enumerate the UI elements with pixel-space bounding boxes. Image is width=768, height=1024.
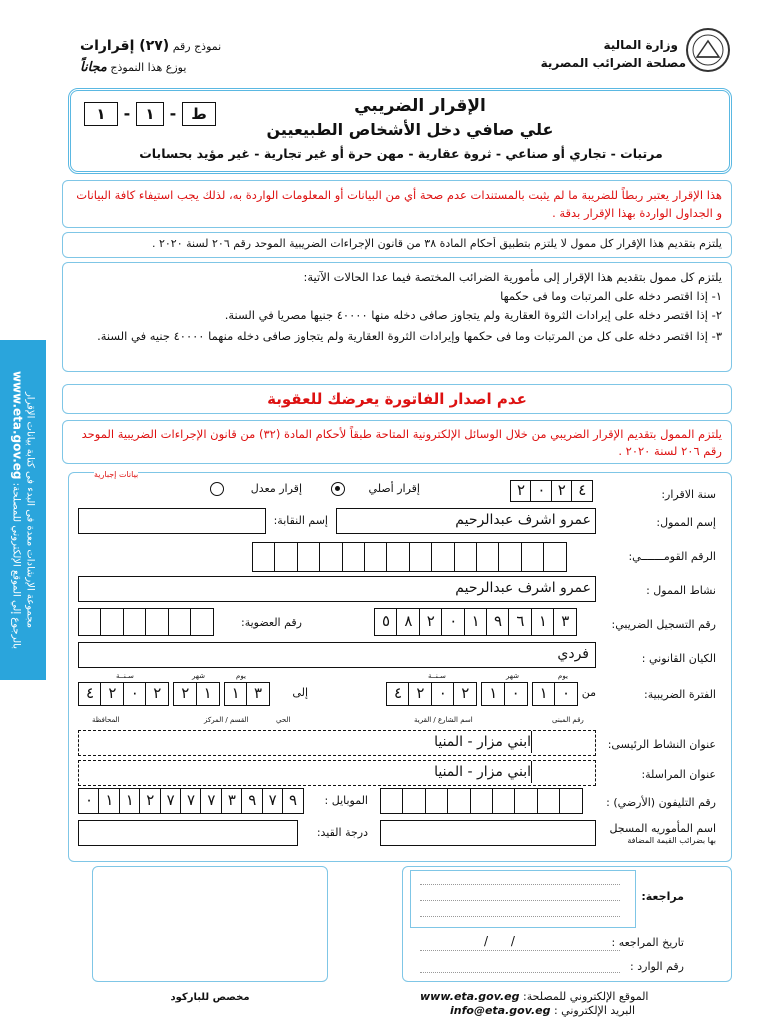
review-date-field[interactable]: / / xyxy=(484,934,515,948)
mobile-field[interactable]: ٠ ١ ١ ٢ ٧ ٧ ٧ ٣ ٩ ٧ ٩ xyxy=(78,788,304,814)
addr-district-label: الحي xyxy=(276,716,291,724)
barcode-box xyxy=(92,866,328,982)
taxpayer-name-label: إسم الممول: xyxy=(656,516,716,529)
incoming-number-label: رقم الوارد : xyxy=(630,960,684,973)
form-title: الإقرار الضريبي xyxy=(354,96,486,116)
income-categories: مرتبات - تجاري أو صناعي - ثروة عقارية - مهن حرة أو غير تجارية - غير مؤيد بحسابات xyxy=(139,146,663,161)
grade-field[interactable] xyxy=(78,820,298,846)
footer-email: info@eta.gov.eg البريد الإلكتروني : xyxy=(450,1004,636,1017)
period-from-field[interactable]: ٤ ٢ ٠ ٢ ١ ٠ ١ ٠ xyxy=(386,682,578,706)
year-label: سنة الاقرار: xyxy=(661,488,716,501)
form-subtitle: علي صافي دخل الأشخاص الطبيعيين xyxy=(266,120,554,139)
amended-return-label: إقرار معدل xyxy=(250,482,302,495)
year-digit[interactable]: ٤ xyxy=(571,480,593,502)
syndicate-label: إسم النقابة: xyxy=(273,514,328,527)
year-digit[interactable]: ٠ xyxy=(530,480,552,502)
syndicate-field[interactable] xyxy=(78,508,266,534)
form-code: ١ - ١ - ط xyxy=(84,102,216,126)
period-to-label: إلى xyxy=(292,686,308,699)
obligation-item-2: ٢- إذا اقتصر دخله على إيرادات الثروة العقارية ولم يتجاوز صافى دخله منها ٤٠٠٠٠ جنيها مصريا في السنة. xyxy=(224,308,722,322)
vat-office-label-1: اسم المأموريه المسجل xyxy=(609,822,716,835)
ministry-name: وزارة المالية xyxy=(603,38,678,52)
warning-text: هذا الإقرار يعتبر ربطاً للضريبة ما لم يثبت بالمستندات عدم صحة أي من البيانات أو المعلومات الواردة به، لذلك يجب استيفاء كافة البيانات و الجداول الواردة بهذا الإقرار بدقة . xyxy=(76,188,722,220)
national-id-label: الرقم القومـــــــي: xyxy=(628,550,716,563)
tax-period-label: الفترة الضريبية: xyxy=(644,688,716,701)
addr-governorate-label: المحافظة xyxy=(92,716,120,724)
free-distribution-note: يوزع هذا النموذج مجاناً xyxy=(80,60,187,75)
amended-return-radio[interactable] xyxy=(210,482,224,496)
mandatory-label: بيانات إجبارية xyxy=(94,470,139,479)
obligations-intro: يلتزم كل ممول بتقديم هذا الإقرار إلى مأمورية الضرائب المختصة فيما عدا الحالات الآتية: xyxy=(303,270,722,284)
membership-label: رقم العضوية: xyxy=(241,616,302,629)
authority-name: مصلحة الضرائب المصرية xyxy=(540,56,686,70)
obligation-item-3: ٣- إذا اقتصر دخله على كل من المرتبات وما فى حكمها وإيرادات الثروة العقارية ولم يتجاوز صافى دخله منهما ٤٠٠٠٠ جنيه في السنة. xyxy=(97,329,722,343)
national-id-field[interactable] xyxy=(252,542,567,572)
ministry-logo xyxy=(686,28,730,72)
reviewer-label: مراجعة: xyxy=(641,890,684,903)
original-return-radio[interactable] xyxy=(331,482,345,496)
barcode-label: مخصص للباركود xyxy=(170,992,250,1003)
phone-field[interactable] xyxy=(380,788,583,814)
review-inner-box xyxy=(410,870,636,928)
taxpayer-name-field[interactable]: عمرو اشرف عبدالرحيم xyxy=(336,508,596,534)
phone-label: رقم التليفون (الأرضي) : xyxy=(606,796,716,809)
tax-registration-label: رقم التسجيل الضريبي: xyxy=(611,618,716,631)
legal-entity-field[interactable]: فردي xyxy=(78,642,596,668)
law-note-text: يلتزم بتقديم هذا الإقرار كل ممول لا يلتزم بتطبيق أحكام المادة ٣٨ من قانون الإجراءات الضريبية الموحد رقم ٢٠٦ لسنة ٢٠٢٠ . xyxy=(151,237,722,250)
mail-address-field[interactable]: ابني مزار - المنيا xyxy=(78,760,596,786)
legal-entity-label: الكيان القانوني : xyxy=(641,652,716,665)
period-from-label: من xyxy=(581,686,596,699)
year-digit[interactable]: ٢ xyxy=(510,480,532,502)
vat-office-label-2: بها بضرائب القيمة المضافة xyxy=(627,836,716,845)
addr-building-label: رقم المبنى xyxy=(552,716,584,724)
grade-label: درجة القيد: xyxy=(316,826,368,839)
original-return-label: إقرار أصلي xyxy=(368,482,420,495)
activity-field[interactable]: عمرو اشرف عبدالرحيم xyxy=(78,576,596,602)
vat-office-field[interactable] xyxy=(380,820,596,846)
activity-label: نشاط الممول : xyxy=(646,584,716,597)
electronic-note: يلتزم الممول بتقديم الإقرار الضريبي من خلال الوسائل الإلكترونية المتاحة طبقاً لأحكام المادة (٣٢) من قانون الإجراءات الضريبية الموحد رقم ٢٠٦ لسنة ٢٠٢٠ . xyxy=(81,427,722,458)
membership-field[interactable] xyxy=(78,608,214,636)
addr-section-label: القسم / المركز xyxy=(204,716,249,724)
mobile-label: الموبايل : xyxy=(324,794,368,807)
main-address-label: عنوان النشاط الرئيسى: xyxy=(607,738,716,751)
obligation-item-1: ١- إذا اقتصر دخله على المرتبات وما فى حكمها xyxy=(500,289,722,303)
pyramid-icon xyxy=(688,30,728,70)
addr-street-label: اسم الشارع / القرية xyxy=(414,716,473,724)
review-date-label: تاريخ المراجعه : xyxy=(611,936,684,949)
form-number: نموذج رقم (٢٧) إقرارات xyxy=(80,38,222,54)
year-digit[interactable]: ٢ xyxy=(551,480,573,502)
year-field xyxy=(510,480,593,502)
invoice-warning: عدم اصدار الفاتورة يعرضك للعقوبة xyxy=(267,390,527,408)
main-address-field[interactable]: ابني مزار - المنيا xyxy=(78,730,596,756)
side-banner-text: مجموعة الإرشادات معدة فى البدء فى كتابة بيانات الإقرار بالرجوع إلي الموقع الإلكتروني للمصلحة: www.eta.gov.eg xyxy=(10,370,36,650)
mail-address-label: عنوان المراسلة: xyxy=(641,768,716,781)
tax-registration-field[interactable]: ٥ ٨ ٢ ٠ ١ ٩ ٦ ١ ٣ xyxy=(374,608,577,636)
period-to-field[interactable]: ٤ ٢ ٠ ٢ ٢ ١ ١ ٣ xyxy=(78,682,270,706)
footer-website: www.eta.gov.eg الموقع الإلكتروني للمصلحة: xyxy=(420,990,649,1003)
